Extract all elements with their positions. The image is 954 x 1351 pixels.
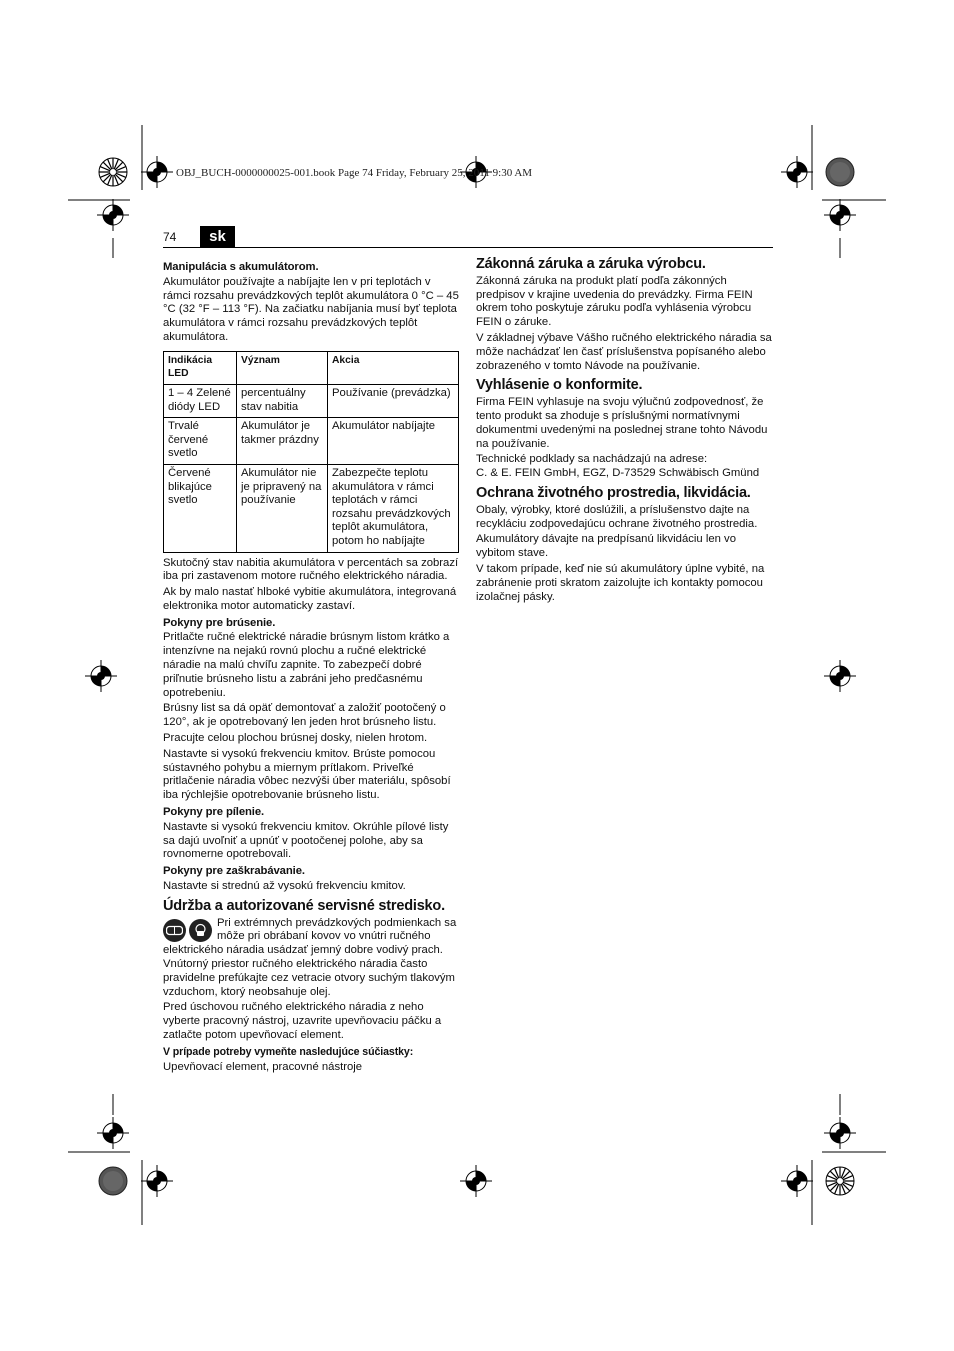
maintenance-text: Pred úschovou ručného elektrického náradia z neho vyberte pracovný nástroj, uzavrite upevňovaciu páčku a zatlačte potom upevňovací element. — [163, 1001, 442, 1041]
table-row — [164, 464, 459, 552]
table-cell: percentuálny stav nabitia — [237, 384, 328, 417]
left-column — [163, 258, 459, 1076]
table-cell: Akumulátor nabíjajte — [328, 418, 459, 465]
environment-text: Obaly, výrobky, ktoré doslúžili, a príslušenstvo dajte na recykláciu zodpovedajúcu ochrane životného prostredia. — [476, 503, 758, 530]
maintenance-text: Pri extrémnych prevádzkových podmienkach sa môže pri obrábaní kovov vo vnútri ručného elektrického náradia usádzať jemný dobre vodivý prach. Vnútorný priestor ručného elektrického náradia často pravidelne prefúkajte cez vetracie otvory suchým tlakovým vzduchom, ktorý neobsahuje olej. — [163, 916, 457, 998]
maintenance-heading: Údržba a autorizované servisné stredisko. — [163, 897, 445, 914]
battery-text: Akumulátor používajte a nabíjajte len v pri teplotách v rámci rozsahu prevádzkových teplôt akumulátora 0 °C – 45 °C (32 °F – 113 °F). Na začiatku nabíjania musí byť teplota akumulátora v rámci rozsahu prevádzkových teplôt akumulátora. — [163, 275, 459, 343]
print-info: OBJ_BUCH-0000000025-001.book Page 74 Friday, February 25, 2011 9:30 AM — [176, 167, 533, 179]
table-cell: Akumulátor je takmer prázdny — [237, 418, 328, 465]
replace-text: Upevňovací element, pracovné nástroje — [163, 1060, 363, 1073]
table-cell: Trvalé červené svetlo — [164, 418, 237, 465]
battery-heading: Manipulácia s akumulátorom. — [163, 261, 319, 273]
page-number: 74 — [163, 230, 177, 244]
right-column — [476, 258, 773, 606]
table-header-cell: Indikácia LED — [164, 351, 237, 384]
table-header-row — [164, 351, 459, 384]
conformity-text: Technické podklady sa nachádzajú na adrese: — [476, 453, 708, 466]
table-row — [164, 384, 459, 417]
scraping-heading: Pokyny pre zaškrabávanie. — [163, 865, 305, 878]
sawing-heading: Pokyny pre pílenie. — [163, 806, 265, 819]
sanding-text: Pritlačte ručné elektrické náradie brúsnym listom krátko a intenzívne na nejakú rovnú plochu a ručné elektrické náradie na malú chvíľu zapnite. To zabezpečí dobré priľnutie brúsneho listu a zabráni jeho predčasnému opotrebeniu. — [163, 631, 450, 699]
table-cell: 1 – 4 Zelené diódy LED — [164, 384, 237, 417]
dust-mask-icon — [189, 919, 212, 942]
safety-icons — [163, 919, 215, 943]
table-cell: Používanie (prevádzka) — [328, 384, 459, 417]
table-cell: Červené blikajúce svetlo — [164, 464, 237, 552]
after-table-text: Ak by malo nastať hlboké vybitie akumulátora, integrovaná elektronika motor automaticky zastaví. — [163, 586, 457, 612]
sanding-text: Pracujte celou plochou brúsnej dosky, nielen hrotom. — [163, 732, 428, 745]
safety-goggles-icon — [163, 919, 186, 942]
replace-heading: V prípade potreby vymeňte nasledujúce súčiastky: — [163, 1045, 414, 1058]
table-row — [164, 418, 459, 465]
sanding-text: Nastavte si vysokú frekvenciu kmitov. Brúste pomocou sústavného pohybu a miernym prítlakom. Priveľké pritlačenie náradia vôbec nezvýši úber materiálu, spôsobí iba rýchlejšie opotrebovanie brúsneho listu. — [163, 747, 451, 802]
language-tab: sk — [200, 226, 235, 247]
table-cell: Zabezpečte teplotu akumulátora v rámci teplotách v rámci rozsahu prevádzkových teplôt akumulátora, potom ho nabíjajte — [328, 464, 459, 552]
sawing-text: Nastavte si vysokú frekvenciu kmitov. Okrúhle pílové listy sa dajú uvoľniť a upnúť v pootočenej polohe, aby sa rovnomerne opotrebovali. — [163, 820, 449, 861]
after-table-text: Skutočný stav nabitia akumulátora v percentách sa zobrazí iba pri zastavenom motore ručného elektrického náradia. — [163, 556, 459, 583]
environment-heading: Ochrana životného prostredia, likvidácia. — [476, 484, 751, 501]
table-cell: Akumulátor nie je pripravený na používanie — [237, 464, 328, 552]
sanding-heading: Pokyny pre brúsenie. — [163, 616, 276, 629]
warranty-heading: Zákonná záruka a záruka výrobcu. — [476, 256, 706, 272]
conformity-text: Firma FEIN vyhlasuje na svoju výlučnú zodpovednosť, že tento produkt sa zhoduje s príslušnými normatívnymi dokumentmi uvedenými na poslednej strane tohto Návodu na používanie. — [476, 396, 768, 450]
environment-text: V takom prípade, keď nie sú akumulátory úplne vybité, na zabránenie proti skratom zaizolujte ich kontakty pomocou izolačnej pásky. — [476, 562, 765, 603]
table-header-cell: Akcia — [328, 351, 459, 384]
header-rule — [163, 247, 773, 248]
scraping-text: Nastavte si strednú až vysokú frekvenciu kmitov. — [163, 880, 406, 893]
sanding-text: Brúsny list sa dá opäť demontovať a založiť pootočený o 120°, ak je opotrebovaný len jeden hrot brúsneho listu. — [163, 702, 446, 729]
table-header-cell: Význam — [237, 351, 328, 384]
warranty-text: Zákonná záruka na produkt platí podľa zákonných predpisov v krajine uvedenia do prevádzky. Firma FEIN okrem toho poskytuje záruku podľa vyhlásenia výrobcu FEIN o záruke. — [476, 274, 753, 329]
led-table — [163, 351, 459, 553]
conformity-heading: Vyhlásenie o konformite. — [476, 377, 643, 394]
warranty-text: V základnej výbave Vášho ručného elektrického náradia sa môže nachádzať len časť príslušenstva popísaného alebo zobrazeného v tomto Návode na používanie. — [476, 331, 772, 372]
environment-text: Akumulátory dávajte na predpísanú likvidáciu len vo vybitom stave. — [476, 533, 736, 560]
conformity-address: C. & E. FEIN GmbH, EGZ, D-73529 Schwäbisch Gmünd — [476, 467, 760, 480]
